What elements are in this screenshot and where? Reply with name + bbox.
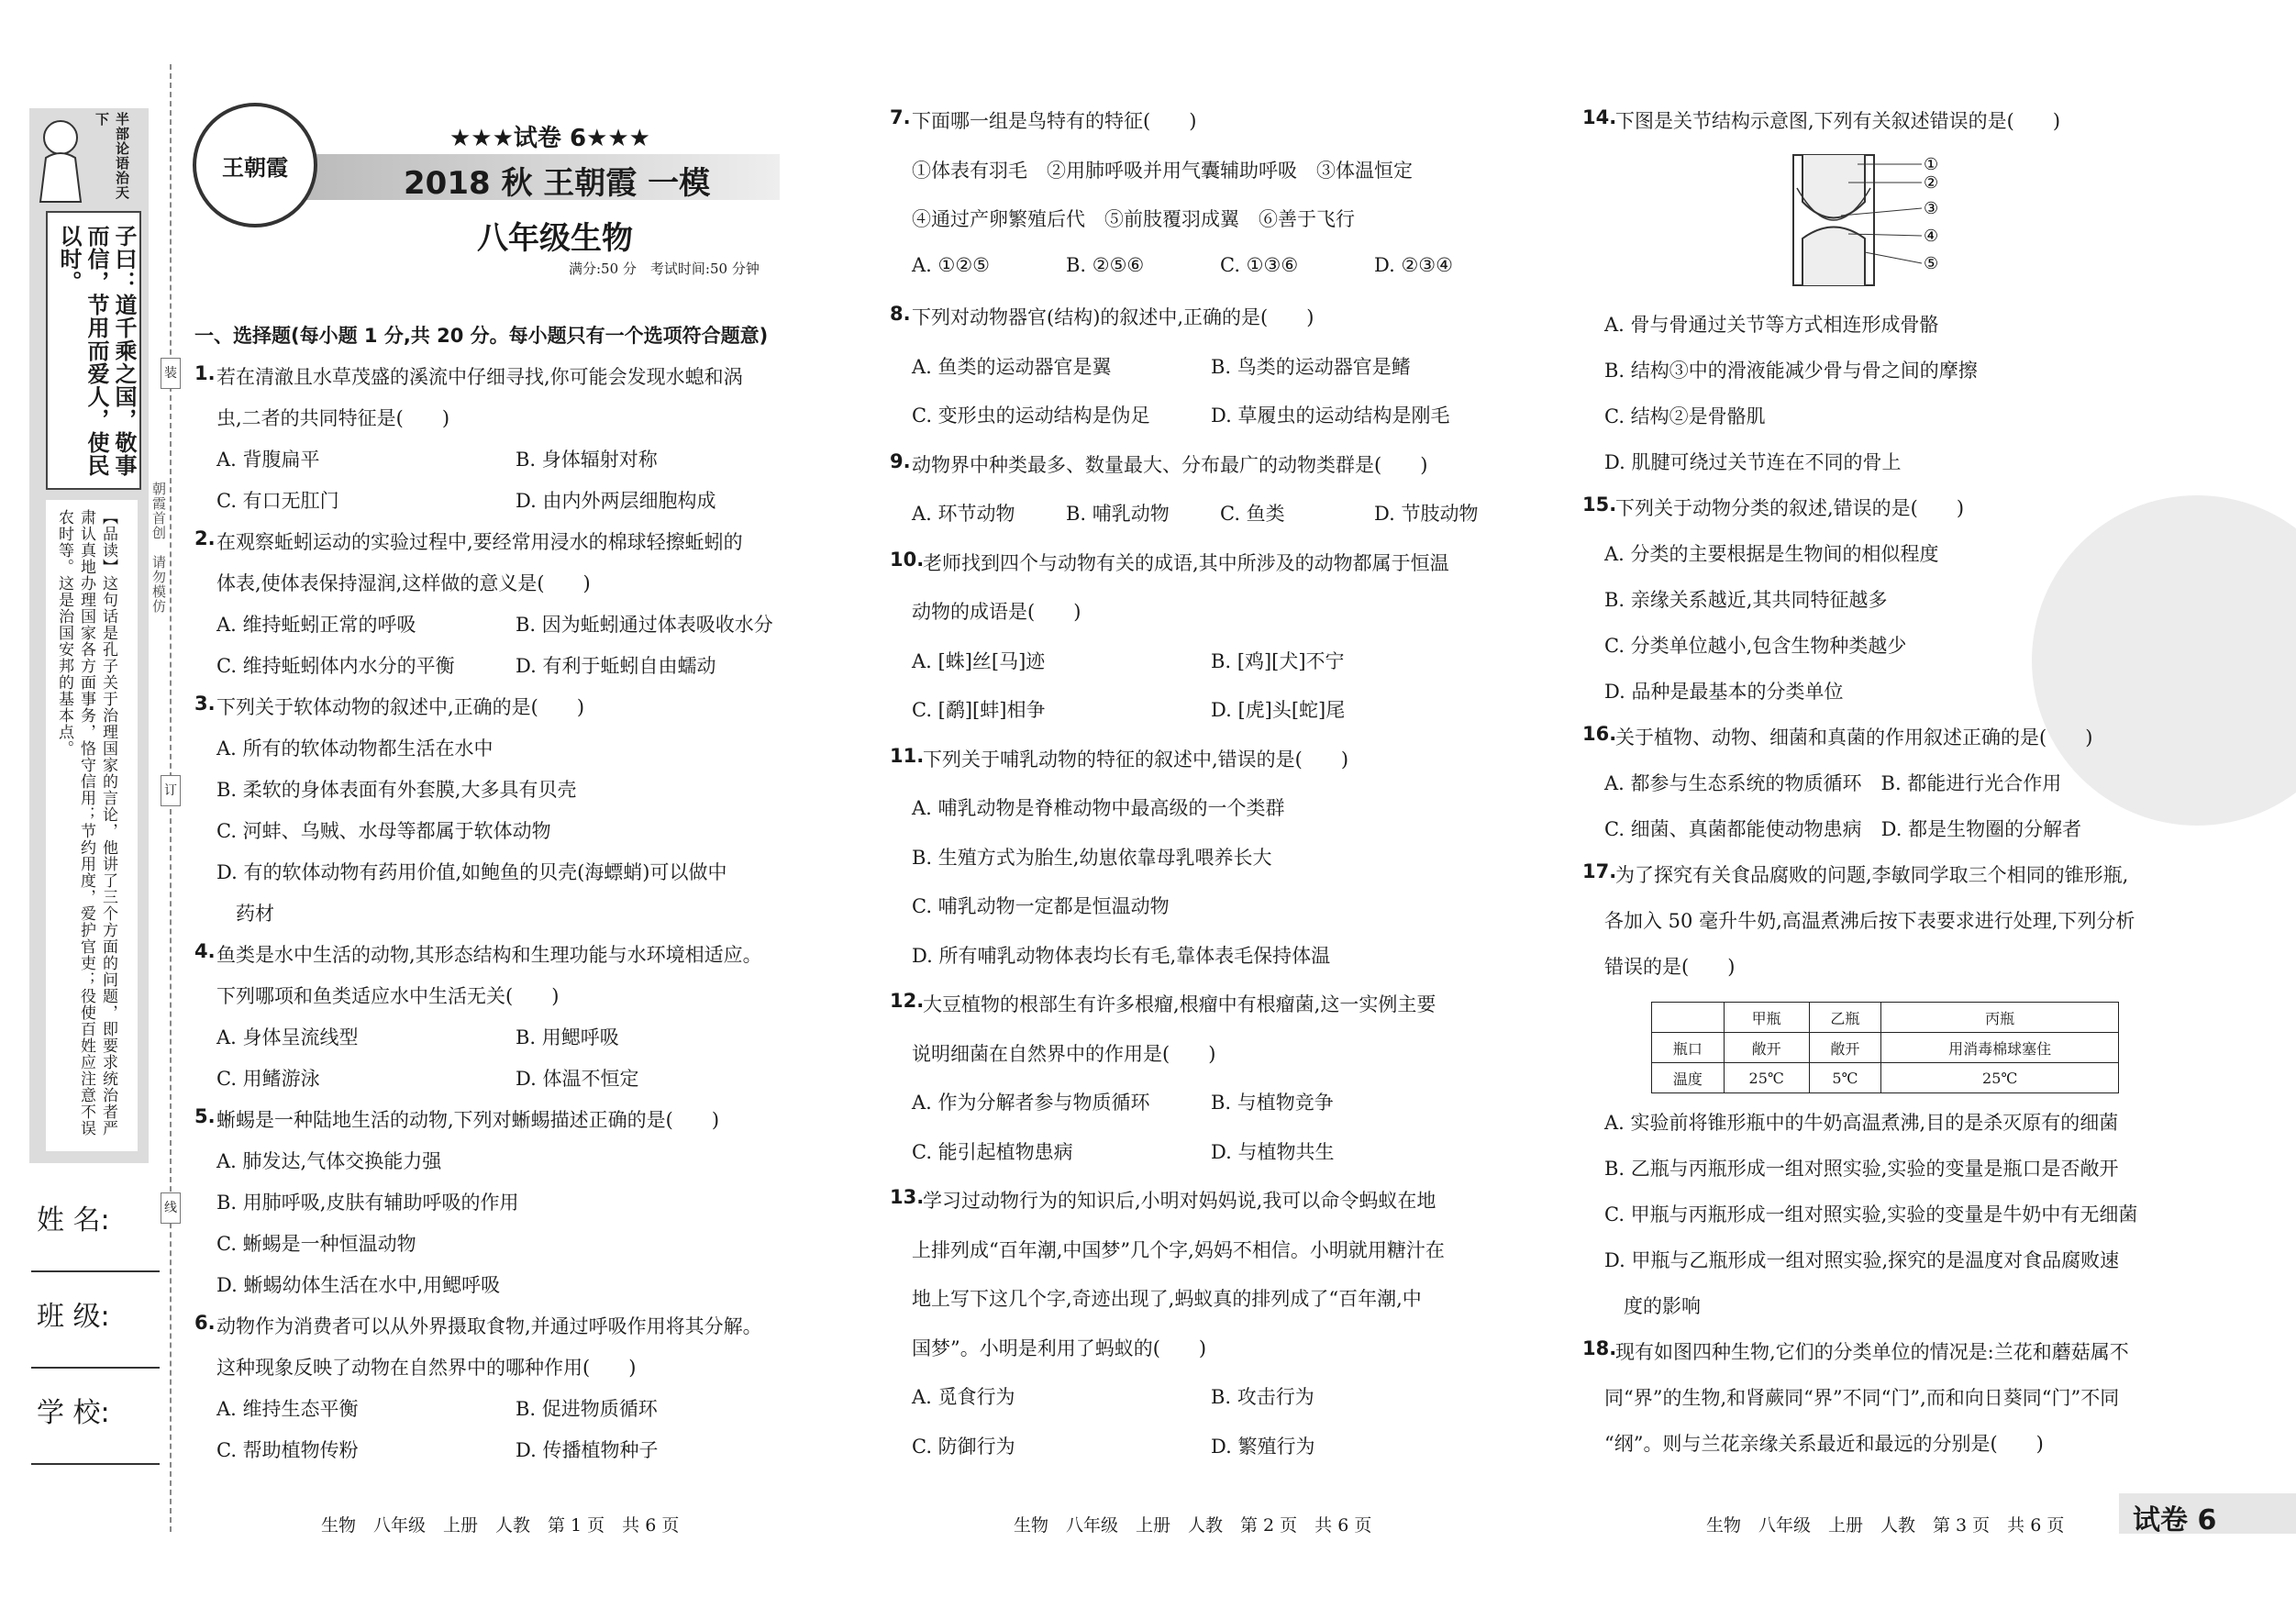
question-text: 大豆植物的根部生有许多根瘤,根瘤中有根瘤菌,这一实例主要: [923, 993, 1436, 1015]
question-line: 这种现象反映了动物在自然界中的哪种作用( ): [216, 1357, 637, 1379]
table-cell: 25℃: [1881, 1063, 2119, 1093]
answer-option: C. 变形虫的运动结构是伪足: [912, 405, 1150, 427]
table-cell: 用消毒棉球塞住: [1881, 1033, 2119, 1063]
answer-option: C. 防御行为: [912, 1435, 1015, 1458]
answer-option: A. 身体呈流线型: [216, 1026, 359, 1048]
answer-option: C. [鹬][蚌]相争: [912, 699, 1046, 721]
question-line: B. 结构③中的滑液能减少骨与骨之间的摩擦: [1604, 360, 1978, 382]
question-line: A. 实验前将锥形瓶中的牛奶高温煮沸,目的是杀灭原有的细菌: [1604, 1112, 2119, 1134]
joint-label: ⑤: [1924, 254, 1939, 273]
answer-option: A. 维持蚯蚓正常的呼吸: [216, 614, 416, 636]
answer-option: D. [虎]头[蛇]尾: [1211, 699, 1346, 721]
question-line: 下列哪项和鱼类适应水中生活无关( ): [216, 985, 560, 1007]
name-field[interactable]: [31, 1270, 160, 1272]
question-line: 地上写下这几个字,奇迹出现了,蚂蚁真的排列成了“百年潮,中: [912, 1288, 1422, 1310]
answer-option: D. ②③④: [1374, 253, 1453, 276]
question-number: 12.: [890, 990, 925, 1012]
answer-option: C. 维持蚯蚓体内水分的平衡: [216, 655, 455, 677]
answer-option: A. [蛛]丝[马]迹: [912, 649, 1046, 672]
class-field[interactable]: [31, 1367, 160, 1369]
question-line: D. 品种是最基本的分类单位: [1604, 681, 1844, 703]
question-line: C. 河蚌、乌贼、水母等都属于软体动物: [216, 820, 551, 842]
question-line: 虫,二者的共同特征是( ): [216, 407, 450, 429]
table-header-row: [1652, 1003, 2119, 1033]
question-line: C. 结构②是骨骼肌: [1604, 405, 1766, 427]
answer-option: A. ①②⑤: [912, 253, 990, 276]
question-text: 学习过动物行为的知识后,小明对妈妈说,我可以命令蚂蚁在地: [923, 1190, 1436, 1212]
question-line: B. 亲缘关系越近,其共同特征越多: [1604, 589, 1888, 611]
section-heading: 一、选择题(每小题 1 分,共 20 分。每小题只有一个选项符合题意): [194, 325, 769, 347]
question-number: 8.: [890, 303, 911, 325]
answer-option: B. 鸟类的运动器官是鳍: [1211, 355, 1411, 378]
question-line: B. 乙瓶与丙瓶形成一组对照实验,实验的变量是瓶口是否敞开: [1604, 1158, 2119, 1180]
question-number: 17.: [1582, 860, 1617, 882]
experiment-table: [1651, 1002, 2119, 1093]
joint-label: ①: [1924, 155, 1939, 174]
question-line: 上排列成“百年潮,中国梦”几个字,妈妈不相信。小明就用糖汁在: [912, 1238, 1445, 1261]
question-number: 13.: [890, 1186, 925, 1208]
question-text: 下列对动物器官(结构)的叙述中,正确的是( ): [912, 306, 1314, 328]
pindu-text: 【品读】这句话是孔子关于治理国家的言论，他讲了三个方面的问题，即要求统治者严肃认真地办理国家各方面事务，恪守信用；节约用度，爱护官吏；役使百姓应注意不误农时等。这是治国安邦的基本点。: [55, 509, 117, 1137]
answer-option: D. 由内外两层细胞构成: [516, 490, 716, 512]
question-number: 1.: [194, 362, 216, 384]
question-text: 鱼类是水中生活的动物,其形态结构和生理功能与水环境相适应。: [216, 944, 762, 966]
answer-option: D. 体温不恒定: [516, 1068, 639, 1090]
question-number: 14.: [1582, 106, 1617, 128]
question-text: 关于植物、动物、细菌和真菌的作用叙述正确的是( ): [1615, 726, 2093, 749]
question-line: D. 有的软体动物有药用价值,如鲍鱼的贝壳(海螵蛸)可以做中: [216, 861, 727, 883]
question-text: 下图是关节结构示意图,下列有关叙述错误的是( ): [1615, 110, 2061, 132]
question-line: C. 哺乳动物一定都是恒温动物: [912, 895, 1170, 917]
answer-option: B. ②⑤⑥: [1066, 253, 1145, 276]
question-number: 6.: [194, 1312, 216, 1334]
question-number: 2.: [194, 527, 216, 549]
question-line: 体表,使体表保持湿润,这样做的意义是( ): [216, 572, 591, 594]
answer-option: D. 草履虫的运动结构是刚毛: [1211, 405, 1450, 427]
table-cell: 敞开: [1724, 1033, 1809, 1063]
question-line: A. 哺乳动物是脊椎动物中最高级的一个类群: [912, 797, 1285, 819]
page-footer: 生物 八年级 上册 人教 第 3 页 共 6 页: [1706, 1515, 2065, 1536]
table-cell: 温度: [1652, 1063, 1725, 1093]
table-cell: 瓶口: [1652, 1033, 1725, 1063]
question-text: 蜥蜴是一种陆地生活的动物,下列对蜥蜴描述正确的是( ): [216, 1109, 720, 1131]
answer-option: C. ①③⑥: [1220, 253, 1299, 276]
seal-char: 订: [161, 775, 181, 806]
school-label: 学 校:: [37, 1397, 110, 1429]
question-line: 说明细菌在自然界中的作用是( ): [912, 1042, 1216, 1065]
motto-text: 子曰：道千乘之国，敬事而信，节用而爱人，使民以时。: [56, 225, 138, 477]
copyright-note: 朝霞首创 请勿模仿: [150, 482, 167, 614]
answer-option: D. 传播植物种子: [516, 1439, 659, 1461]
joint-diagram: [1784, 151, 1949, 289]
answer-option: D. 繁殖行为: [1211, 1435, 1315, 1458]
answer-option: B. 用鳃呼吸: [516, 1026, 619, 1048]
answer-option: B. 哺乳动物: [1066, 503, 1170, 525]
question-line: A. 分类的主要根据是生物间的相似程度: [1604, 543, 1939, 565]
question-line: 各加入 50 毫升牛奶,高温煮沸后按下表要求进行处理,下列分析: [1604, 910, 2135, 932]
name-label: 姓 名:: [37, 1204, 110, 1237]
question-number: 15.: [1582, 494, 1617, 516]
answer-option: C. 有口无肛门: [216, 490, 339, 512]
question-line: B. 用肺呼吸,皮肤有辅助呼吸的作用: [216, 1192, 519, 1214]
question-text: 下列关于软体动物的叙述中,正确的是( ): [216, 696, 585, 718]
seal-char: 装: [161, 358, 181, 389]
question-line: C. 蜥蜴是一种恒温动物: [216, 1233, 416, 1255]
question-line: A. 骨与骨通过关节等方式相连形成骨骼: [1604, 314, 1939, 336]
watermark-seal: [2032, 495, 2296, 826]
question-number: 3.: [194, 693, 216, 715]
question-number: 7.: [890, 106, 911, 128]
question-text: 老师找到四个与动物有关的成语,其中所涉及的动物都属于恒温: [923, 551, 1449, 574]
exam-subject: 八年级生物: [477, 220, 633, 257]
answer-option: D. 与植物共生: [1211, 1140, 1335, 1163]
question-line: D. 所有哺乳动物体表均长有毛,靠体表毛保持体温: [912, 944, 1331, 967]
question-number: 5.: [194, 1105, 216, 1127]
joint-label: ③: [1924, 199, 1939, 218]
question-number: 16.: [1582, 723, 1617, 745]
question-line: C. 分类单位越小,包含生物种类越少: [1604, 635, 1907, 657]
question-line: 药材: [216, 903, 274, 925]
question-line: 同“界”的生物,和肾蕨同“界”不同“门”,而和向日葵同“门”不同: [1604, 1387, 2120, 1409]
question-line: D. 甲瓶与乙瓶形成一组对照实验,探究的是温度对食品腐败速: [1604, 1249, 2120, 1271]
answer-option: B. 身体辐射对称: [516, 449, 658, 471]
answer-option: B. 促进物质循环: [516, 1398, 658, 1420]
question-number: 18.: [1582, 1337, 1617, 1359]
question-line: “纲”。则与兰花亲缘关系最近和最远的分别是( ): [1604, 1433, 2044, 1455]
question-number: 10.: [890, 548, 925, 571]
question-line: ①体表有羽毛 ②用肺呼吸并用气囊辅助呼吸 ③体温恒定: [912, 159, 1413, 182]
corner-tag: 试卷 6: [2133, 1504, 2217, 1536]
answer-option: D. 节肢动物: [1374, 503, 1479, 525]
answer-option: C. 帮助植物传粉: [216, 1439, 359, 1461]
question-number: 4.: [194, 940, 216, 962]
question-number: 9.: [890, 449, 911, 472]
question-line: D. 蜥蜴幼体生活在水中,用鳃呼吸: [216, 1274, 501, 1296]
answer-option: D. 有利于蚯蚓自由蠕动: [516, 655, 716, 677]
question-line: C. 细菌、真菌都能使动物患病 D. 都是生物圈的分解者: [1604, 818, 2082, 840]
exam-meta: 满分:50 分 考试时间:50 分钟: [569, 261, 760, 277]
answer-option: C. 能引起植物患病: [912, 1140, 1073, 1163]
answer-option: A. 作为分解者参与物质循环: [912, 1092, 1150, 1114]
table-cell: 敞开: [1809, 1033, 1881, 1063]
question-line: 动物的成语是( ): [912, 601, 1081, 623]
answer-option: B. 与植物竞争: [1211, 1092, 1334, 1114]
question-line: B. 柔软的身体表面有外套膜,大多具有贝壳: [216, 779, 577, 801]
question-line: A. 都参与生态系统的物质循环 B. 都能进行光合作用: [1604, 772, 2062, 794]
class-label: 班 级:: [37, 1301, 110, 1333]
question-line: 度的影响: [1604, 1295, 1701, 1317]
question-text: 为了探究有关食品腐败的问题,李敏同学取三个相同的锥形瓶,: [1615, 864, 2129, 886]
page-footer: 生物 八年级 上册 人教 第 1 页 共 6 页: [321, 1515, 680, 1536]
question-line: B. 生殖方式为胎生,幼崽依靠母乳喂养长大: [912, 846, 1272, 869]
answer-option: C. 用鳍游泳: [216, 1068, 320, 1090]
question-text: 现有如图四种生物,它们的分类单位的情况是:兰花和蘑菇属不: [1615, 1341, 2129, 1363]
question-line: 错误的是( ): [1604, 956, 1736, 978]
table-row: [1652, 1033, 2119, 1063]
joint-label: ④: [1924, 227, 1939, 246]
school-field[interactable]: [31, 1463, 160, 1465]
answer-option: B. 因为蚯蚓通过体表吸收水分: [516, 614, 773, 636]
answer-option: B. 攻击行为: [1211, 1386, 1314, 1408]
exam-title: 2018 秋 王朝霞 一模: [404, 165, 711, 202]
question-text: 下列关于哺乳动物的特征的叙述中,错误的是( ): [923, 748, 1349, 771]
question-line: 国梦”。小明是利用了蚂蚁的( ): [912, 1336, 1207, 1359]
brand-logo: 王朝霞: [193, 103, 317, 227]
question-text: 下列关于动物分类的叙述,错误的是( ): [1615, 497, 1965, 519]
table-cell: 甲瓶: [1724, 1003, 1809, 1033]
answer-option: A. 觅食行为: [912, 1386, 1015, 1408]
table-cell: 5℃: [1809, 1063, 1881, 1093]
question-line: A. 肺发达,气体交换能力强: [216, 1150, 442, 1172]
table-cell: [1652, 1003, 1725, 1033]
answer-option: A. 环节动物: [912, 503, 1015, 525]
exam-number: ★★★试卷 6★★★: [449, 125, 650, 152]
question-text: 若在清澈且水草茂盛的溪流中仔细寻找,你可能会发现水螅和涡: [216, 366, 743, 388]
question-number: 11.: [890, 744, 925, 767]
table-cell: 25℃: [1724, 1063, 1809, 1093]
answer-option: A. 维持生态平衡: [216, 1398, 359, 1420]
confucius-icon: [33, 112, 88, 204]
answer-option: B. [鸡][犬]不宁: [1211, 649, 1345, 672]
answer-option: C. 鱼类: [1220, 503, 1285, 525]
joint-label: ②: [1924, 173, 1939, 193]
question-line: ④通过产卵繁殖后代 ⑤前肢覆羽成翼 ⑥善于飞行: [912, 208, 1355, 230]
table-cell: 丙瓶: [1881, 1003, 2119, 1033]
question-line: A. 所有的软体动物都生活在水中: [216, 738, 494, 760]
sidebar-badge: 半部论语治天下: [94, 112, 130, 200]
answer-option: A. 背腹扁平: [216, 449, 320, 471]
page-footer: 生物 八年级 上册 人教 第 2 页 共 6 页: [1014, 1515, 1372, 1536]
question-text: 下面哪一组是鸟特有的特征( ): [912, 110, 1197, 132]
question-line: D. 肌腱可绕过关节连在不同的骨上: [1604, 451, 1902, 473]
question-text: 在观察蚯蚓运动的实验过程中,要经常用浸水的棉球轻擦蚯蚓的: [216, 531, 743, 553]
table-cell: 乙瓶: [1809, 1003, 1881, 1033]
seal-char: 线: [161, 1192, 181, 1224]
table-row: [1652, 1063, 2119, 1093]
question-line: C. 甲瓶与丙瓶形成一组对照实验,实验的变量是牛奶中有无细菌: [1604, 1203, 2138, 1225]
question-text: 动物界中种类最多、数量最大、分布最广的动物类群是( ): [912, 453, 1428, 476]
question-text: 动物作为消费者可以从外界摄取食物,并通过呼吸作用将其分解。: [216, 1315, 762, 1337]
answer-option: A. 鱼类的运动器官是翼: [912, 355, 1112, 378]
